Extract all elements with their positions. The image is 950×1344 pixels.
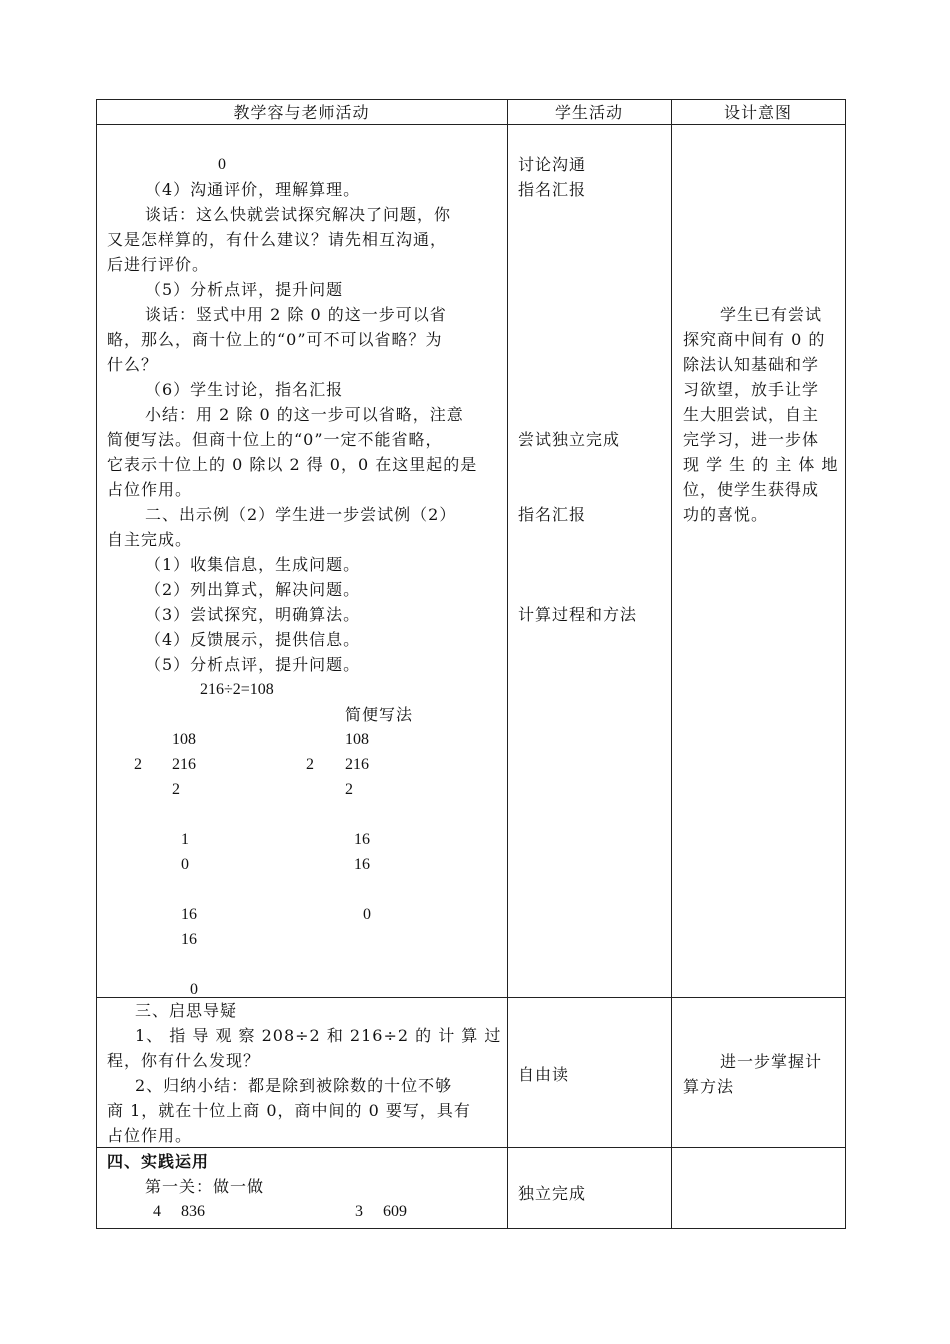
calc-right-divisor: 2 [306, 756, 314, 773]
calc-right-step-1: 2 [345, 781, 353, 798]
simple-method-label: 简便写法 [345, 705, 414, 724]
calc-left-step-4: 16 [181, 906, 197, 923]
example2-line-1: 二、出示例（2）学生进一步尝试例（2） [145, 505, 457, 524]
calc-left-step-2: 1 [181, 831, 189, 848]
student-discuss: 讨论沟通 [518, 155, 587, 174]
calc-right-quotient: 108 [345, 731, 369, 748]
row2-bottom-border [96, 1147, 846, 1148]
ex2-step-1: （1）收集信息，生成问题。 [145, 555, 361, 574]
intent-line-6: 完学习，进一步体 [683, 430, 820, 449]
intent-line-3: 除法认知基础和学 [683, 355, 820, 374]
calc-right-remainder: 0 [363, 906, 371, 923]
header-design-intent: 设计意图 [723, 103, 792, 122]
intent-line-7: 现 学 生 的 主 体 地 [683, 455, 839, 474]
section-3-line-3: 2、归纳小结：都是除到被除数的十位不够 [135, 1076, 453, 1095]
student-process: 计算过程和方法 [518, 605, 638, 624]
step-5-line: （5）分析点评，提升问题 [145, 280, 344, 299]
column-divider-1 [507, 99, 508, 1229]
talk-line-3: 后进行评价。 [107, 255, 210, 274]
ex2-step-4: （4）反馈展示，提供信息。 [145, 630, 361, 649]
intent-line-1: 学生已有尝试 [720, 305, 823, 324]
student-free-read: 自由读 [518, 1065, 570, 1084]
summary-line-2: 简便写法。但商十位上的“0”一定不能省略， [107, 430, 443, 449]
level-1-title: 第一关：做一做 [145, 1177, 265, 1196]
talk2-line-3: 什么？ [107, 355, 159, 374]
calc-right-step-2: 16 [354, 831, 370, 848]
table-bottom-border [96, 1228, 846, 1229]
student-try: 尝试独立完成 [518, 430, 621, 449]
calc-remainder-zero: 0 [218, 156, 226, 173]
talk-line-2: 又是怎样算的，有什么建议？请先相互沟通， [107, 230, 448, 249]
step-6-line: （6）学生讨论，指名汇报 [145, 380, 344, 399]
intent-line-9: 功的喜悦。 [683, 505, 769, 524]
student-report-1: 指名汇报 [518, 180, 587, 199]
intent-row2-line-1: 进一步掌握计 [720, 1052, 823, 1071]
talk-line-1: 谈话：这么快就尝试探究解决了问题，你 [145, 205, 452, 224]
intent-line-5: 生大胆尝试，自主 [683, 405, 820, 424]
table-left-border [96, 99, 97, 1229]
header-teacher-activity: 教学容与老师活动 [233, 103, 370, 122]
intent-line-4: 习欲望，放手让学 [683, 380, 820, 399]
calc-left-quotient: 108 [172, 731, 196, 748]
ex2-dividend: 609 [383, 1203, 407, 1220]
calc-left-remainder: 0 [190, 981, 198, 998]
ex1-dividend: 836 [181, 1203, 205, 1220]
calc-left-divisor: 2 [134, 756, 142, 773]
summary-line-3: 它表示十位上的 0 除以 2 得 0，0 在这里起的是 [107, 455, 478, 474]
calc-right-step-3: 16 [354, 856, 370, 873]
step-4-line: （4）沟通评价，理解算理。 [145, 180, 361, 199]
student-report-2: 指名汇报 [518, 505, 587, 524]
ex2-step-2: （2）列出算式，解决问题。 [145, 580, 361, 599]
calc-left-step-1: 2 [172, 781, 180, 798]
table-right-border [845, 99, 846, 1229]
header-student-activity: 学生活动 [554, 103, 623, 122]
example2-line-2: 自主完成。 [107, 530, 193, 549]
section-3-line-2: 程，你有什么发现？ [107, 1051, 261, 1070]
equation: 216÷2=108 [200, 681, 274, 698]
summary-line-4: 占位作用。 [107, 480, 193, 499]
student-independent: 独立完成 [518, 1184, 587, 1203]
intent-line-8: 位，使学生获得成 [683, 480, 820, 499]
calc-left-step-3: 0 [181, 856, 189, 873]
calc-right-dividend: 216 [345, 756, 369, 773]
column-divider-2 [671, 99, 672, 1229]
talk2-line-1: 谈话：竖式中用 2 除 0 的这一步可以省 [145, 305, 447, 324]
section-3-title: 三、启思导疑 [135, 1001, 238, 1020]
ex1-divisor: 4 [153, 1203, 161, 1220]
intent-line-2: 探究商中间有 0 的 [683, 330, 826, 349]
ex2-step-5: （5）分析点评，提升问题。 [145, 655, 361, 674]
section-3-line-4: 商 1，就在十位上商 0，商中间的 0 要写，具有 [107, 1101, 471, 1120]
section-3-line-5: 占位作用。 [107, 1126, 193, 1145]
calc-left-step-5: 16 [181, 931, 197, 948]
calc-left-dividend: 216 [172, 756, 196, 773]
talk2-line-2: 略，那么，商十位上的“0”可不可以省略？为 [107, 330, 443, 349]
section-4-title: 四、实践运用 [107, 1152, 210, 1171]
intent-row2-line-2: 算方法 [683, 1077, 735, 1096]
summary-line-1: 小结：用 2 除 0 的这一步可以省略，注意 [145, 405, 464, 424]
section-3-line-1: 1、 指 导 观 察 208÷2 和 216÷2 的 计 算 过 [135, 1026, 502, 1045]
ex2-step-3: （3）尝试探究，明确算法。 [145, 605, 361, 624]
ex2-divisor: 3 [355, 1203, 363, 1220]
